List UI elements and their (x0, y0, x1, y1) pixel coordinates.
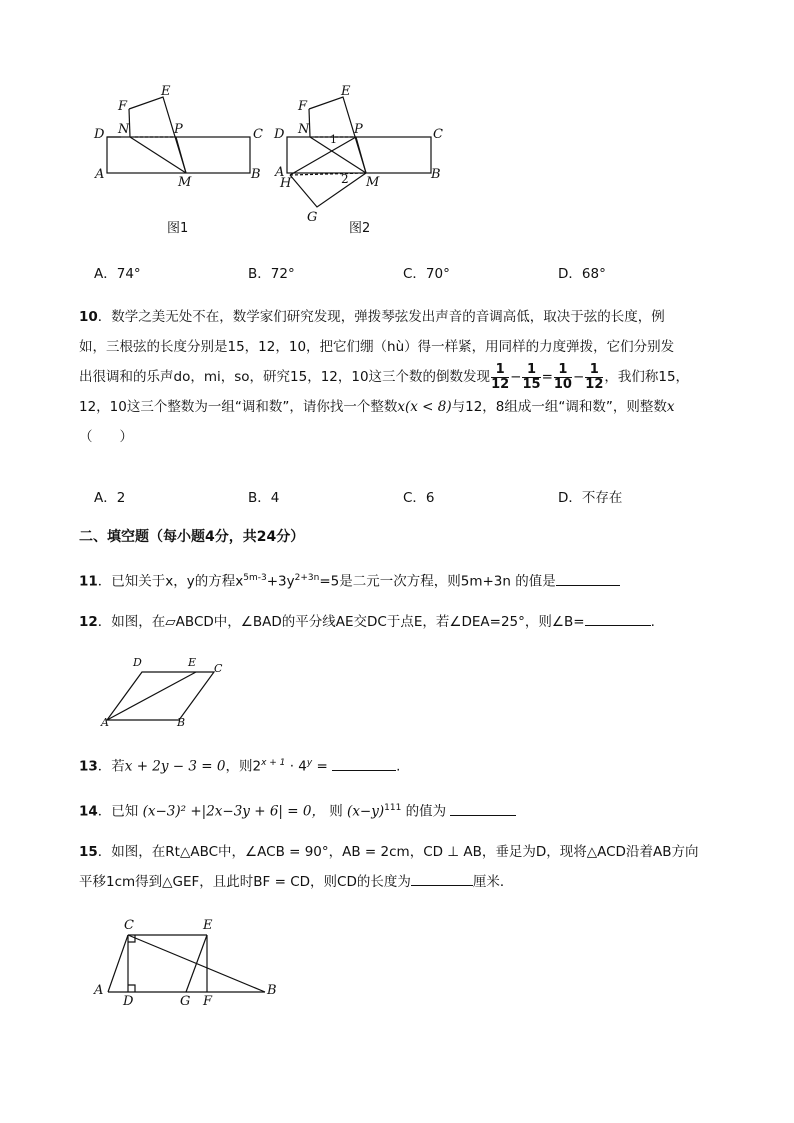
minus: − (572, 369, 585, 385)
question-number: 14 (79, 803, 98, 820)
exponent: 2+3n (294, 573, 320, 583)
q11-text: =5是二元一次方程，则5m+3n 的值是 (319, 573, 556, 590)
exponent: y (306, 758, 313, 768)
label-B: B (251, 167, 261, 182)
q14-text: 的值为 (405, 803, 447, 820)
q13-text: ．若 (97, 758, 125, 775)
question-10 (79, 302, 719, 452)
equation: x + 2y − 3 = 0 (124, 758, 226, 775)
q10-line-4a: 12，10这三个整数为一组“调和数”，请你找一个整数 (79, 399, 398, 415)
label-G: G (307, 210, 318, 225)
q10-line-1: ．数学之美无处不在，数学家们研究发现，弹拨琴弦发出声音的音调高低，取决于弦的长度，例 (97, 309, 665, 325)
label-C: C (433, 127, 443, 142)
label-E: E (203, 918, 213, 933)
equation: (x−3)² +|2x−3y + 6| = 0， (142, 803, 325, 820)
fraction: $\frac{1}{12}$ (491, 361, 510, 392)
condition: (x < 8) (404, 399, 452, 415)
q15-line-2: 厘米． (472, 874, 514, 890)
q10-line-3b: ，我们称15， (604, 369, 690, 385)
period: . (650, 614, 655, 630)
q14-text: ．已知 (97, 803, 139, 820)
label-H: H (280, 176, 292, 191)
q9-choice-a: A．74° (94, 266, 141, 282)
answer-blank[interactable] (411, 871, 473, 886)
expr: (x−y) (347, 803, 385, 820)
label-angle-1: 1 (330, 133, 337, 146)
figure-2-caption: 图2 (349, 221, 371, 236)
fraction: $\frac{1}{12}$ (585, 361, 604, 392)
fraction: $\frac{1}{15}$ (522, 361, 541, 392)
label-D: D (94, 127, 105, 142)
expr: · 4 (285, 758, 307, 775)
q10-choice-a: A．2 (94, 490, 126, 506)
base: 2 (252, 758, 262, 775)
section-title: 二、填空题（每小题4分，共24分） (79, 529, 305, 545)
label-G: G (180, 994, 191, 1009)
exponent: 111 (384, 803, 402, 813)
label-D: D (133, 656, 142, 669)
figure-1-caption: 图1 (167, 221, 189, 236)
label-B: B (431, 167, 441, 182)
equals: = (312, 758, 333, 775)
minus: − (510, 369, 522, 385)
question-11 (79, 563, 719, 597)
fraction: $\frac{1}{10}$ (553, 361, 572, 392)
exponent: 5m-3 (243, 573, 267, 583)
label-M: M (178, 175, 192, 190)
q10-line-2: 如，三根弦的长度分别是15，12，10，把它们绷（hù）得一样紧，用同样的力度弹拨，它们分别发 (79, 339, 675, 355)
answer-blank[interactable] (585, 611, 651, 626)
label-F: F (298, 99, 308, 114)
question-13 (79, 748, 719, 782)
equals: = (541, 369, 553, 385)
q14-text: 则 (329, 803, 343, 820)
period: . (396, 758, 401, 775)
q10-line-4b: 与12，8组成一组“调和数”，则整数 (451, 399, 667, 415)
label-A: A (101, 716, 109, 729)
var-x: x (666, 399, 675, 415)
question-12 (79, 607, 719, 637)
q9-choice-b: B．72° (248, 266, 295, 282)
label-N: N (118, 122, 130, 137)
q13-text: ，则 (225, 758, 253, 775)
question-number: 10 (79, 309, 98, 325)
label-E: E (341, 84, 351, 99)
label-angle-2: 2 (341, 172, 349, 186)
label-F: F (118, 99, 128, 114)
label-A: A (94, 983, 104, 998)
answer-blank[interactable] (556, 571, 620, 586)
label-D: D (123, 994, 134, 1009)
question-14 (79, 793, 719, 827)
question-number: 15 (79, 844, 98, 860)
question-number: 11 (79, 573, 98, 590)
q11-text: +3y (266, 573, 295, 590)
q10-choice-b: B．4 (248, 490, 280, 506)
q15-line-1: ．如图，在Rt△ABC中，∠ACB = 90°，AB = 2cm，CD ⊥ AB，垂足为D，现将△ACD沿着AB方向 (97, 844, 699, 860)
exponent: x + 1 (261, 758, 286, 768)
q9-choice-c: C．70° (403, 266, 450, 282)
answer-blank[interactable] (450, 801, 516, 816)
label-B: B (267, 983, 277, 998)
q12-text: ．如图，在▱ABCD中，∠BAD的平分线AE交DC于点E，若∠DEA=25°，则∠B= (97, 614, 585, 630)
label-P: P (174, 122, 183, 137)
label-N: N (298, 122, 310, 137)
q15-line-2: 平移1cm得到△GEF，且此时BF = CD，则CD的长度为 (79, 874, 411, 890)
label-C: C (253, 127, 263, 142)
label-D: D (274, 127, 285, 142)
label-A: A (275, 165, 285, 180)
question-15 (79, 837, 719, 897)
label-E: E (161, 84, 171, 99)
q10-line-3a: 出很调和的乐声do，mi，so，研究15，12，10这三个数的倒数发现 (79, 369, 491, 385)
label-C: C (214, 662, 223, 675)
q11-text: ．已知关于x，y的方程x (97, 573, 244, 590)
q10-choice-c: C．6 (403, 490, 435, 506)
q10-answer-paren: （ ） (79, 429, 133, 445)
question-number: 13 (79, 758, 98, 775)
label-M: M (366, 175, 380, 190)
label-B: B (177, 716, 186, 729)
label-E: E (188, 656, 197, 669)
label-C: C (124, 918, 134, 933)
question-number: 12 (79, 614, 98, 630)
var-x: x (397, 399, 405, 415)
label-F: F (203, 994, 213, 1009)
answer-blank[interactable] (332, 756, 396, 771)
label-P: P (354, 122, 363, 137)
q10-choice-d: D．不存在 (558, 490, 623, 506)
label-A: A (95, 167, 105, 182)
q9-choice-d: D．68° (558, 266, 606, 282)
